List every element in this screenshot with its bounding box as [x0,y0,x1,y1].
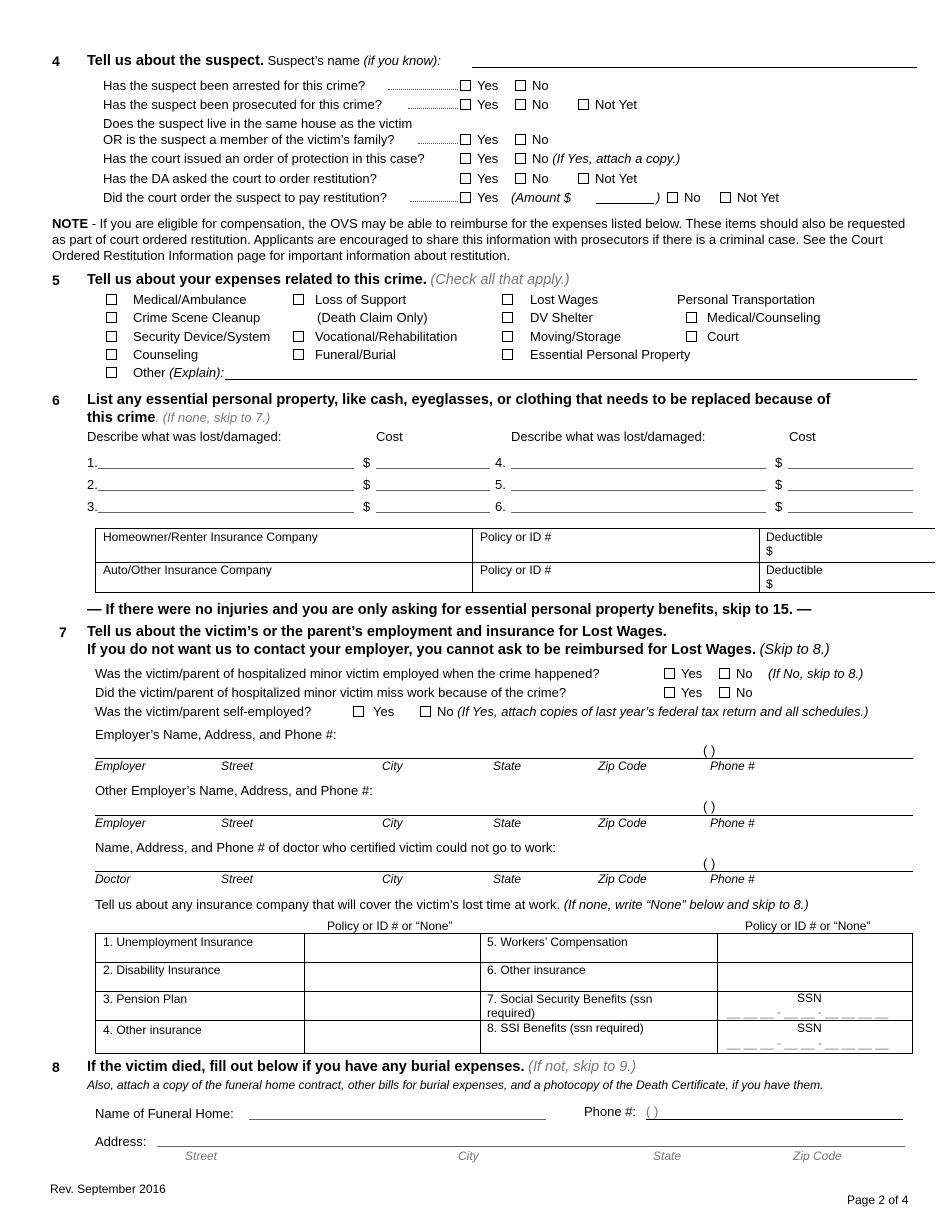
exp-dv-shelter[interactable]: DV Shelter [502,310,593,325]
section-6-hint: . (If none, skip to 7.) [155,410,271,425]
section-5-number: 5 [52,272,60,288]
checkbox[interactable] [420,706,431,717]
checkbox[interactable] [353,706,364,717]
policy-label[interactable]: Policy or ID # [480,530,552,544]
checkbox[interactable] [515,134,526,145]
item-2-field[interactable] [98,490,354,491]
leader-dots [418,143,458,144]
table-divider [759,528,760,593]
leader-dots [408,108,458,109]
q-employed: Was the victim/parent of hospitalized minor victim employed when the crime happened? [95,666,600,681]
employed-no[interactable]: No [719,666,753,681]
section-4-title: Tell us about the suspect. [87,53,264,69]
amount-label: (Amount $ [511,190,571,205]
checkbox[interactable] [106,331,117,342]
caption-doctor: Doctor [95,872,131,886]
item-number: 6. [495,499,506,514]
arrested-yes[interactable]: Yes [460,78,498,93]
section-7-number: 7 [59,624,67,640]
checkbox[interactable] [106,349,117,360]
da-no[interactable]: No [515,171,549,186]
insurance-intro-hint: (If none, write “None” below and skip to 8.) [563,897,809,912]
caption-city: City [382,759,403,773]
suspect-name-label: Suspect’s name [267,53,360,68]
court-yes[interactable]: Yes [460,190,498,205]
suspect-name-hint: (if you know): [363,53,441,68]
caption-zip: Zip Code [598,816,647,830]
item-6-cost[interactable] [788,512,913,513]
section-6-title-1: List any essential personal property, like cash, eyeglasses, or clothing that needs to be replaced because of [87,392,831,408]
section-5-hint: (Check all that apply.) [430,272,570,288]
q-miss-work: Did the victim/parent of hospitalized minor victim miss work because of the crime? [95,685,567,700]
q-protection: Has the court issued an order of protection in this case? [103,151,425,166]
item-3-cost[interactable] [376,512,490,513]
checkbox[interactable] [502,294,513,305]
exp-medical-ambulance[interactable]: Medical/Ambulance [106,292,246,307]
checkbox[interactable] [460,99,471,110]
address-field[interactable] [157,1146,905,1147]
q-arrested: Has the suspect been arrested for this crime? [103,78,366,93]
caption-street: Street [221,872,254,886]
checkbox[interactable] [686,312,697,323]
funeral-phone-label: Phone #: [584,1104,637,1119]
phone-paren: ( ) [703,799,716,814]
checkbox[interactable] [293,331,304,342]
q-da-restitution: Has the DA asked the court to order restitution? [103,171,377,186]
ssn-label: SSN [797,991,822,1005]
describe-header-left: Describe what was lost/damaged: [87,429,282,444]
caption-zip: Zip Code [793,1149,842,1163]
caption-zip: Zip Code [598,759,647,773]
exp-loss-support[interactable]: Loss of Support [293,292,406,307]
checkbox[interactable] [293,349,304,360]
caption-employer: Employer [95,816,146,830]
prosecuted-yes[interactable]: Yes [460,97,498,112]
caption-state: State [493,759,522,773]
section-5-title: Tell us about your expenses related to this crime. [87,272,427,288]
amount-close: ) [656,190,661,205]
caption-state: State [493,872,522,886]
checkbox[interactable] [460,134,471,145]
exp-death-claim-note: (Death Claim Only) [317,310,428,325]
doctor-label: Name, Address, and Phone # of doctor who certified victim could not go to work: [95,840,557,855]
court-no[interactable]: No [667,190,701,205]
item-number: 3. [87,499,98,514]
page-number: Page 2 of 4 [847,1193,909,1207]
dollar-sign: $ [363,477,371,492]
checkbox[interactable] [460,192,471,203]
item-4-cost[interactable] [788,468,913,469]
note-paragraph [52,216,922,264]
personal-transport-title: Personal Transportation [677,292,816,307]
checkbox[interactable] [460,80,471,91]
da-not-yet[interactable]: Not Yet [578,171,637,186]
dollar-sign: $ [363,499,371,514]
policy-none-header-left: Policy or ID # or “None” [327,919,453,933]
item-1-field[interactable] [98,468,354,469]
checkbox[interactable] [515,80,526,91]
checkbox[interactable] [667,192,678,203]
item-number: 4. [495,455,506,470]
employed-yes[interactable]: Yes [664,666,702,681]
item-number: 1. [87,455,98,470]
exp-vocational[interactable]: Vocational/Rehabilitation [293,329,457,344]
ssn-field-1[interactable]: __ __ __ - __ __ - __ __ __ __ [727,1005,889,1019]
dollar-sign: $ [775,499,783,514]
checkbox[interactable] [578,99,589,110]
item-2-cost[interactable] [376,490,490,491]
caption-street: Street [185,1149,218,1163]
checkbox[interactable] [720,192,731,203]
item-1-cost[interactable] [376,468,490,469]
homeowner-insurance-label[interactable]: Homeowner/Renter Insurance Company [103,530,318,544]
protection-no[interactable]: No (If Yes, attach a copy.) [515,151,680,166]
caption-employer: Employer [95,759,146,773]
exp-transport-medical[interactable]: Medical/Counseling [686,310,820,325]
checkbox[interactable] [578,173,589,184]
checkbox[interactable] [460,173,471,184]
section-6-number: 6 [52,392,60,408]
q-same-house-1: Does the suspect live in the same house as the victim [103,116,413,131]
caption-city: City [382,816,403,830]
note-label: NOTE [52,216,89,231]
checkbox[interactable] [502,349,513,360]
ssn-field-2[interactable]: __ __ __ - __ __ - __ __ __ __ [727,1036,889,1050]
exp-lost-wages[interactable]: Lost Wages [502,292,598,307]
self-employed-yes[interactable]: Yes [353,704,394,719]
caption-city: City [382,872,403,886]
item-6-field[interactable] [511,512,766,513]
other-explain-field[interactable] [225,379,917,380]
exp-other[interactable]: Other (Explain): [106,365,224,380]
da-yes[interactable]: Yes [460,171,498,186]
ins-ssi[interactable]: 8. SSI Benefits (ssn required) [487,1021,644,1035]
q-same-house-2: OR is the suspect a member of the victim’s family? [103,132,395,147]
section-7-hint: (Skip to 8.) [759,642,830,658]
dollar-sign: $ [775,455,783,470]
section-4-heading [87,53,441,69]
section-8-heading [87,1059,636,1075]
checkbox[interactable] [664,687,675,698]
auto-insurance-label[interactable]: Auto/Other Insurance Company [103,563,272,577]
section-7-heading-2: If you do not want us to contact your employer, you cannot ask to be reimbursed for Lost Wages. (Skip to 8.) [87,642,830,658]
ins-other-left[interactable]: 4. Other insurance [103,1023,202,1037]
note-text: - If you are eligible for compensation, the OVS may be able to reimburse for the expenses listed below. These items should also be requested as part of court ordered restitution. Applicants are encouraged to share this information with prosecutors if there is a criminal case. See the Court Ordered Restitution Information page for important information about restitution. [52,216,906,263]
leader-dots [388,89,458,90]
suspect-name-field[interactable] [472,67,917,68]
checkbox[interactable] [502,331,513,342]
ins-social-security[interactable]: 7. Social Security Benefits (ssn required) [487,992,653,1020]
family-no[interactable]: No [515,132,549,147]
q-court-ordered: Did the court order the suspect to pay restitution? [103,190,387,205]
item-3-field[interactable] [98,512,354,513]
policy-label[interactable]: Policy or ID # [480,563,552,577]
amount-field[interactable] [596,203,654,204]
prosecuted-no[interactable]: No [515,97,549,112]
employer-2-label: Other Employer’s Name, Address, and Phone #: [95,783,373,798]
checkbox[interactable] [719,687,730,698]
checkbox[interactable] [293,294,304,305]
prosecuted-not-yet[interactable]: Not Yet [578,97,637,112]
ins-pension[interactable]: 3. Pension Plan [103,992,188,1006]
miss-work-yes[interactable]: Yes [664,685,702,700]
protection-yes[interactable]: Yes [460,151,498,166]
section-8-subtext: Also, attach a copy of the funeral home contract, other bills for burial expenses, and a photocopy of the Death Certificate, if you have them. [87,1078,824,1092]
checkbox[interactable] [460,153,471,164]
q-self-employed: Was the victim/parent self-employed? [95,704,312,719]
ssn-label: SSN [797,1021,822,1035]
checkbox[interactable] [106,367,117,378]
dollar-sign: $ [363,455,371,470]
insurance-intro: Tell us about any insurance company that will cover the victim’s lost time at work. (If none, write “None” below and skip to 8.) [95,897,809,912]
miss-work-no[interactable]: No [719,685,753,700]
ins-disability[interactable]: 2. Disability Insurance [103,963,221,977]
address-label: Address: [95,1134,147,1149]
exp-transport-court[interactable]: Court [686,329,739,344]
phone-paren: ( ) [703,743,716,758]
skip-to-15-note: — If there were no injuries and you are only asking for essential personal property benefits, skip to 15. — [87,602,812,618]
self-employed-no[interactable]: No (If Yes, attach copies of last year’s federal tax return and all schedules.) [420,704,868,719]
funeral-home-label: Name of Funeral Home: [95,1106,234,1121]
item-number: 5. [495,477,506,492]
dollar-sign: $ [775,477,783,492]
exp-essential-property[interactable]: Essential Personal Property [502,347,690,362]
checkbox[interactable] [686,331,697,342]
ins-unemployment[interactable]: 1. Unemployment Insurance [103,935,254,949]
caption-street: Street [221,759,254,773]
family-yes[interactable]: Yes [460,132,498,147]
exp-crime-scene[interactable]: Crime Scene Cleanup [106,310,260,325]
cost-header-right: Cost [789,429,816,444]
self-employed-hint: (If Yes, attach copies of last year’s federal tax return and all schedules.) [457,704,869,719]
caption-phone: Phone # [710,816,755,830]
section-4-number: 4 [52,53,60,69]
item-number: 2. [87,477,98,492]
section-8-number: 8 [52,1059,60,1075]
caption-state: State [493,816,522,830]
table-divider [472,528,473,593]
section-5-heading [87,272,570,288]
checkbox[interactable] [515,99,526,110]
exp-funeral[interactable]: Funeral/Burial [293,347,396,362]
funeral-phone-field[interactable] [646,1119,903,1120]
section-8-title: If the victim died, fill out below if you have any burial expenses. [87,1059,525,1075]
caption-street: Street [221,816,254,830]
checkbox[interactable] [664,668,675,679]
court-not-yet[interactable]: Not Yet [720,190,779,205]
item-5-cost[interactable] [788,490,913,491]
exp-moving[interactable]: Moving/Storage [502,329,621,344]
policy-none-header-right: Policy or ID # or “None” [745,919,871,933]
employed-hint: (If No, skip to 8.) [768,666,864,681]
caption-zip: Zip Code [598,872,647,886]
table-divider [304,933,305,1054]
checkbox[interactable] [719,668,730,679]
caption-phone: Phone # [710,759,755,773]
caption-phone: Phone # [710,872,755,886]
section-8-hint: (If not, skip to 9.) [528,1059,637,1075]
checkbox[interactable] [106,294,117,305]
checkbox[interactable] [515,153,526,164]
table-divider [717,933,718,1054]
employer-1-label: Employer’s Name, Address, and Phone #: [95,727,337,742]
exp-counseling[interactable]: Counseling [106,347,198,362]
ins-workers-comp[interactable]: 5. Workers’ Compensation [487,935,628,949]
revision-date: Rev. September 2016 [50,1182,166,1196]
attach-note: (If Yes, attach a copy.) [552,151,681,166]
q-prosecuted: Has the suspect been prosecuted for this crime? [103,97,382,112]
deductible-label[interactable]: Deductible $ [766,530,823,558]
deductible-label[interactable]: Deductible $ [766,563,823,591]
caption-state: State [653,1149,682,1163]
phone-paren: ( ) [703,856,716,871]
describe-header-right: Describe what was lost/damaged: [511,429,706,444]
exp-security[interactable]: Security Device/System [106,329,270,344]
ins-other-right[interactable]: 6. Other insurance [487,963,586,977]
funeral-home-field[interactable] [249,1119,546,1120]
checkbox[interactable] [502,312,513,323]
leader-dots [410,201,458,202]
checkbox[interactable] [515,173,526,184]
checkbox[interactable] [106,312,117,323]
cost-header-left: Cost [376,429,403,444]
section-6-heading-2: this crime. (If none, skip to 7.) [87,410,271,426]
section-7-title-1: Tell us about the victim’s or the parent’s employment and insurance for Lost Wages. [87,624,667,640]
item-5-field[interactable] [511,490,766,491]
funeral-phone-paren: ( ) [646,1104,659,1119]
arrested-no[interactable]: No [515,78,549,93]
item-4-field[interactable] [511,468,766,469]
table-divider [480,933,481,1054]
caption-city: City [458,1149,479,1163]
